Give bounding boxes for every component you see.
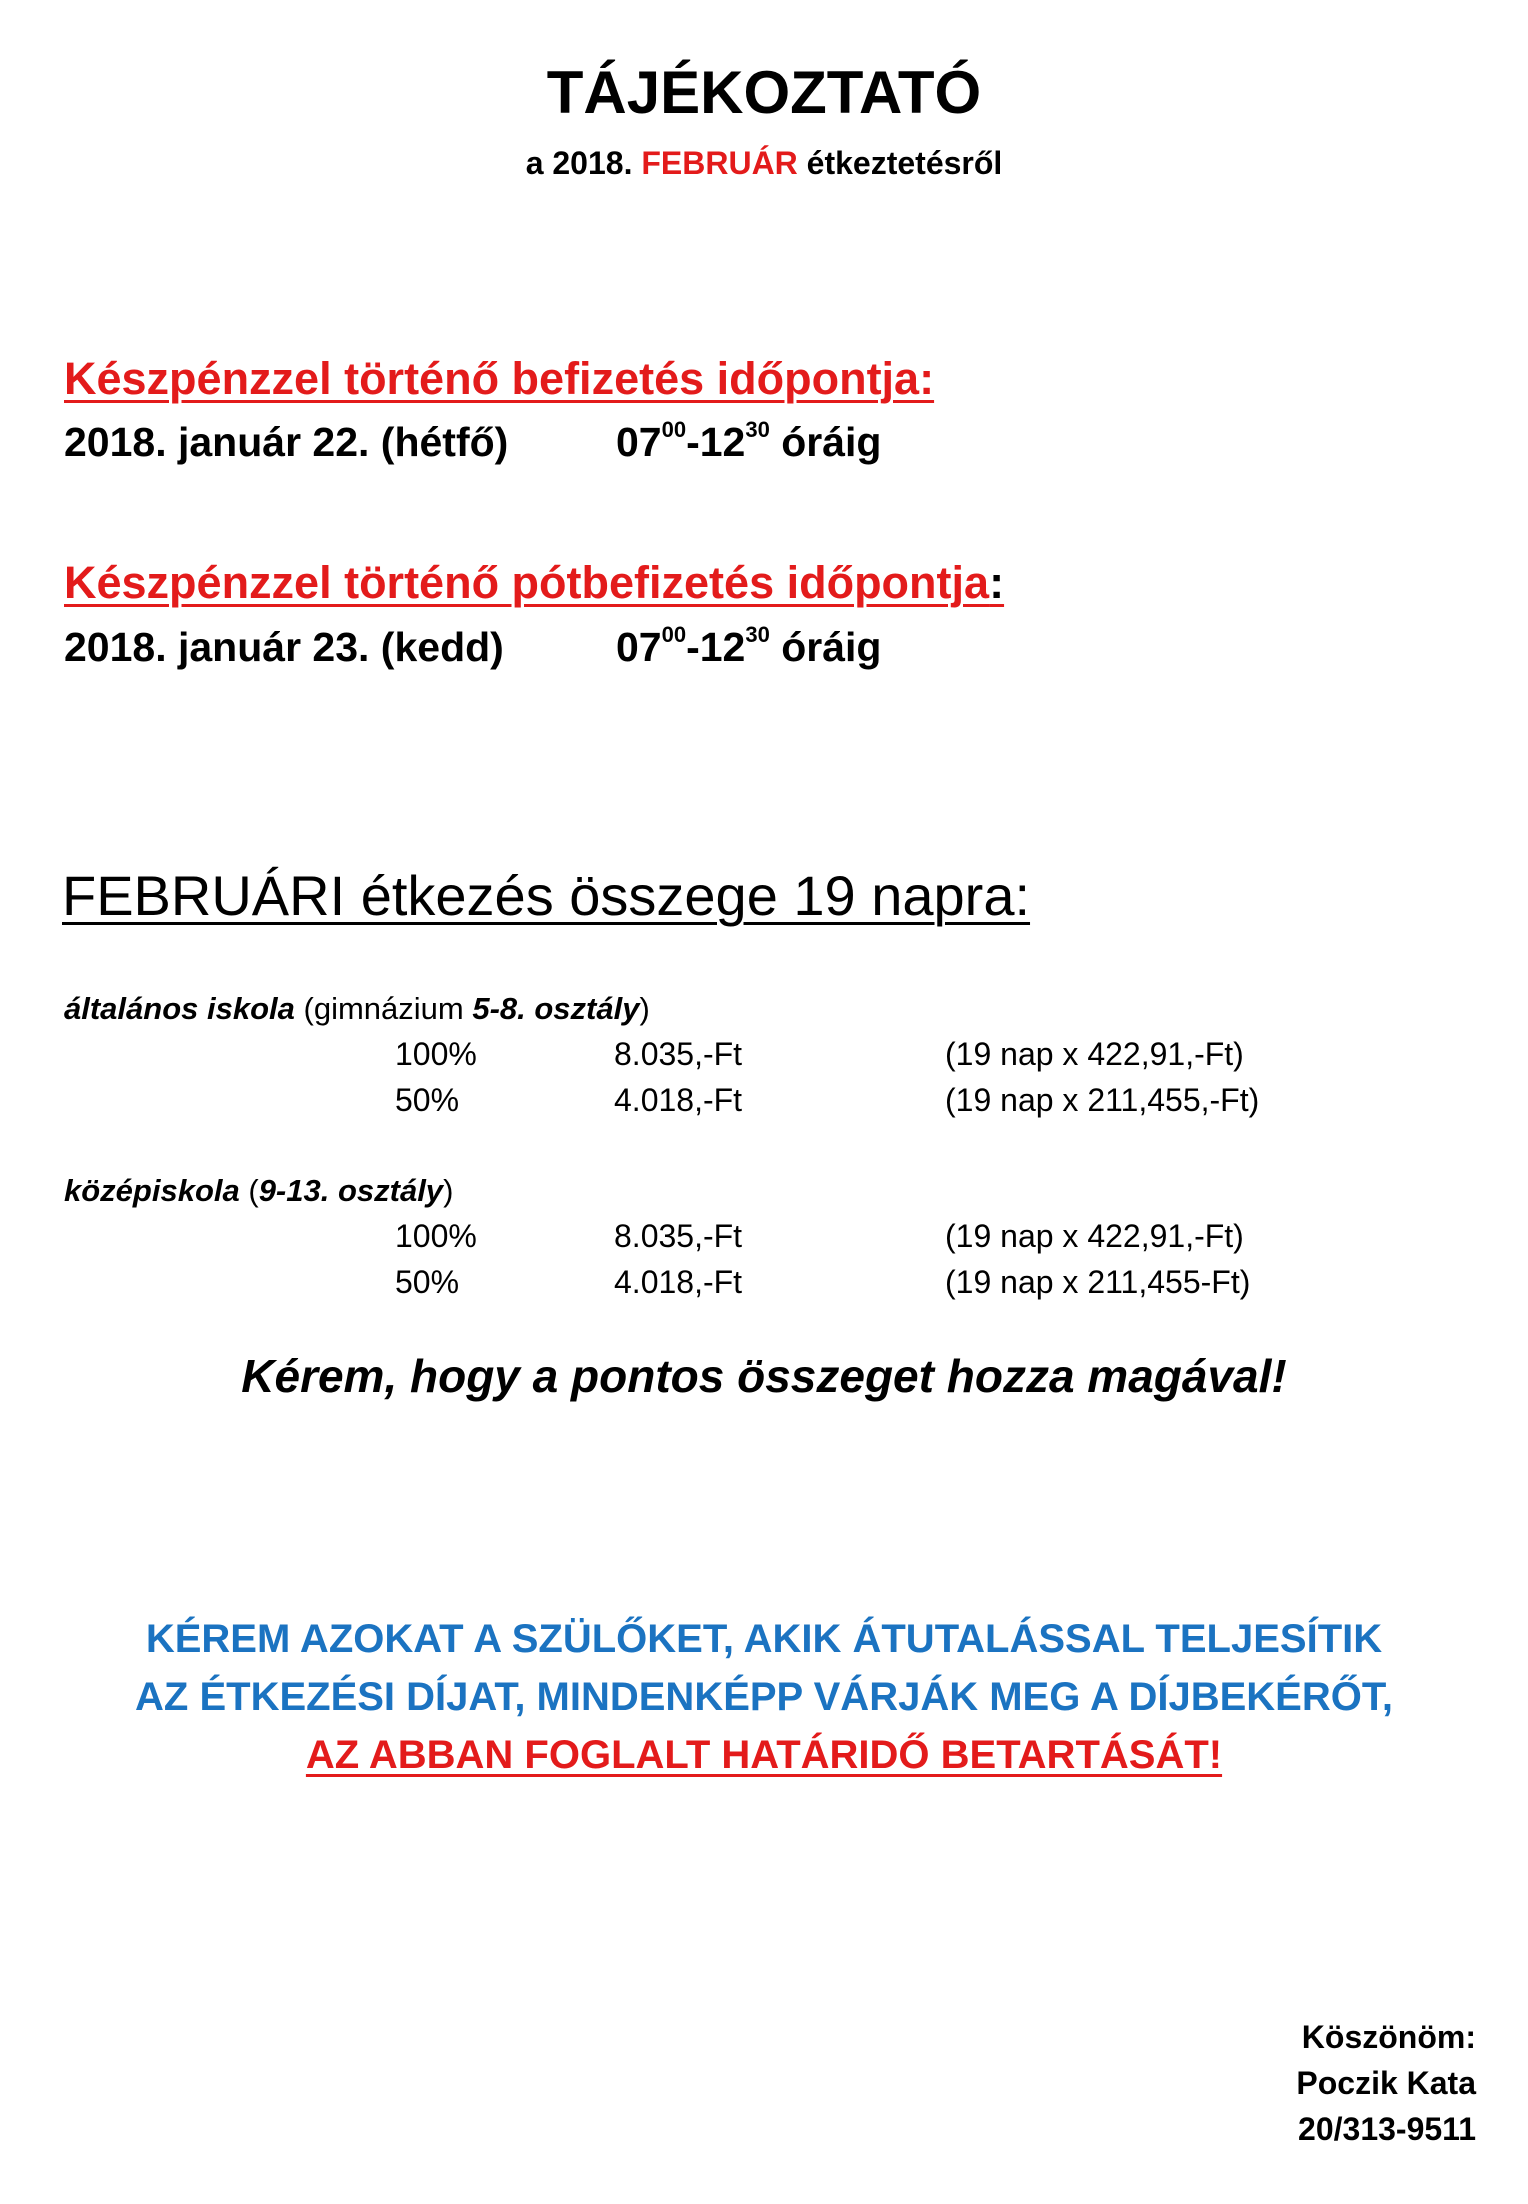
row-amount: 8.035,-Ft	[614, 1218, 743, 1254]
page-title: TÁJÉKOZTATÓ	[546, 59, 982, 126]
subtitle-suffix: étkeztetésről	[797, 145, 1003, 181]
payment-end-min: 30	[745, 417, 770, 443]
late-payment-heading-colon: :	[989, 557, 1005, 608]
late-payment-time-suffix: óráig	[769, 624, 882, 670]
payment-start-hour: 07	[616, 419, 662, 465]
group-primary-name: általános iskola	[64, 991, 295, 1026]
group-secondary-name: középiskola	[64, 1173, 240, 1208]
transfer-notice-line-1: KÉREM AZOKAT A SZÜLŐKET, AKIK ÁTUTALÁSSAL TELJESÍTIK	[145, 1617, 1383, 1661]
group-primary-paren-open: (gimnázium	[294, 991, 473, 1026]
late-payment-start-min: 00	[661, 622, 687, 648]
signature-phone: 20/313-9511	[1298, 2111, 1476, 2147]
page-subtitle	[0, 143, 1528, 183]
table-row	[0, 1216, 1528, 1256]
late-payment-end-hour: -12	[686, 624, 746, 670]
late-payment-start-hour: 07	[616, 624, 662, 670]
group-secondary-classes: 9-13. osztály	[258, 1173, 444, 1208]
group-primary-classes: 5-8. osztály	[472, 991, 640, 1026]
row-calc: (19 nap x 211,455-Ft)	[945, 1264, 1251, 1300]
row-percent: 50%	[395, 1082, 460, 1118]
late-payment-heading	[64, 556, 1004, 610]
signature-name: Poczik Kata	[1296, 2065, 1476, 2101]
payment-date-line	[64, 417, 882, 467]
transfer-notice-deadline: AZ ABBAN FOGLALT HATÁRIDŐ BETARTÁSÁT!	[305, 1733, 1223, 1777]
transfer-notice-line-2: AZ ÉTKEZÉSI DÍJAT, MINDENKÉPP VÁRJÁK MEG A DÍJBEKÉRŐT,	[135, 1675, 1393, 1719]
exact-amount-request: Kérem, hogy a pontos összeget hozza magával!	[241, 1350, 1287, 1402]
subtitle-month: FEBRUÁR	[641, 145, 798, 181]
transfer-notice-line-3	[0, 1726, 1528, 1784]
payment-date: 2018. január 22. (hétfő)	[64, 419, 509, 465]
late-payment-heading-text: Készpénzzel történő pótbefizetés időpontja	[64, 557, 990, 608]
payment-end-hour: -12	[686, 419, 746, 465]
table-row	[0, 1034, 1528, 1074]
group-secondary-paren-close: )	[443, 1173, 454, 1208]
subtitle-prefix: a 2018.	[525, 145, 642, 181]
payment-start-min: 00	[661, 417, 687, 443]
row-amount: 4.018,-Ft	[614, 1082, 743, 1118]
payment-time-suffix: óráig	[769, 419, 882, 465]
late-payment-date: 2018. január 23. (kedd)	[64, 624, 504, 670]
late-payment-date-line	[64, 622, 882, 672]
row-percent: 100%	[395, 1036, 477, 1072]
row-calc: (19 nap x 422,91,-Ft)	[945, 1218, 1244, 1254]
late-payment-end-min: 30	[745, 622, 770, 648]
group-secondary-paren-open: (	[239, 1173, 259, 1208]
row-percent: 100%	[395, 1218, 477, 1254]
payment-heading: Készpénzzel történő befizetés időpontja:	[64, 353, 935, 404]
table-row	[0, 1080, 1528, 1120]
late-payment-time	[616, 622, 881, 672]
table-row	[0, 1262, 1528, 1302]
row-percent: 50%	[395, 1264, 460, 1300]
row-amount: 8.035,-Ft	[614, 1036, 743, 1072]
group-primary-paren-close: )	[639, 991, 650, 1026]
meals-heading: FEBRUÁRI étkezés összege 19 napra:	[62, 864, 1031, 927]
row-amount: 4.018,-Ft	[614, 1264, 743, 1300]
row-calc: (19 nap x 211,455,-Ft)	[945, 1082, 1260, 1118]
payment-time	[616, 417, 881, 467]
group-secondary-label	[64, 1172, 453, 1210]
group-primary-label	[64, 990, 650, 1028]
signature-thanks: Köszönöm:	[1301, 2019, 1476, 2055]
row-calc: (19 nap x 422,91,-Ft)	[945, 1036, 1244, 1072]
